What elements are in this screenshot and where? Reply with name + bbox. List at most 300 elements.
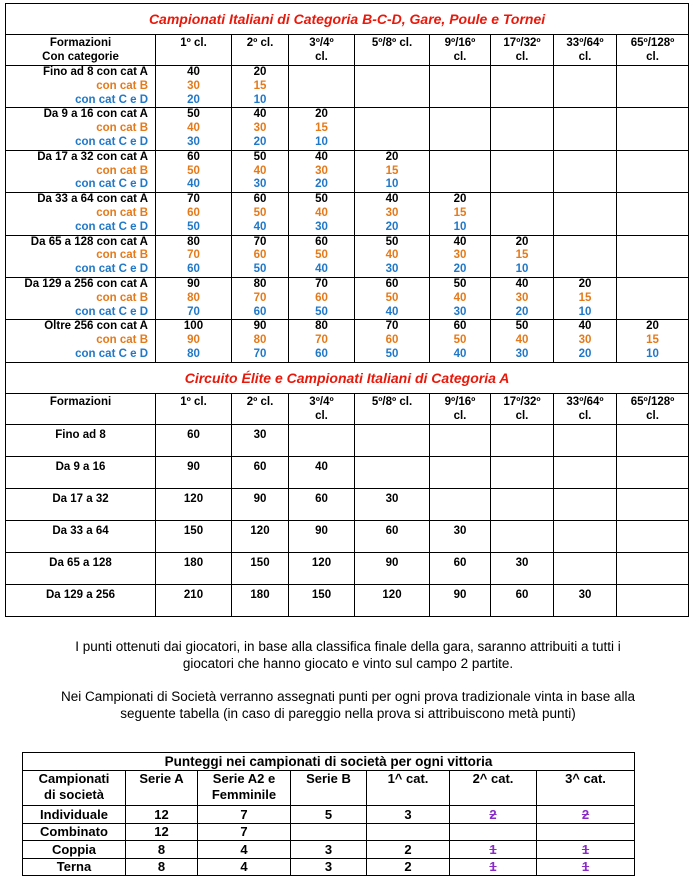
- table1-cell: [232, 320, 289, 362]
- cell-value: 70: [253, 347, 267, 360]
- table2-row: [6, 457, 689, 489]
- cell-value: 1: [581, 859, 590, 875]
- cell-value: 40: [453, 347, 467, 360]
- table3-row-label: Combinato: [23, 823, 126, 841]
- table1-cell: [617, 235, 689, 277]
- paragraph2-line: seguente tabella (in caso di pareggio nella prova si attribuiscono metà punti): [120, 706, 576, 721]
- table2-cell: 60: [355, 521, 430, 553]
- table1-cell: [617, 193, 689, 235]
- cell-value: 40: [385, 305, 399, 318]
- table2-row: [6, 585, 689, 617]
- cell-value: 40: [315, 150, 328, 163]
- table1-cell: [156, 108, 232, 150]
- cell-value: 40: [515, 277, 529, 290]
- header-text: 1º cl.: [180, 396, 207, 408]
- cell-value: 20: [646, 320, 659, 333]
- table2-cell: 30: [491, 553, 554, 585]
- cell-value: 70: [253, 235, 267, 248]
- cell-value: 10: [315, 135, 328, 148]
- cell-value: 7: [240, 806, 248, 822]
- cell-value: 60: [187, 150, 200, 163]
- cell-value: 40: [187, 122, 200, 135]
- cell-value: 15: [646, 334, 659, 347]
- header-text: 17º/32º: [503, 37, 541, 49]
- cell-value: 60: [385, 334, 399, 347]
- table1-cell: [617, 66, 689, 108]
- cell-value: 10: [578, 305, 592, 318]
- table1-cell: [156, 277, 232, 319]
- table3-row-label: Individuale: [23, 806, 126, 824]
- table2-cell: [554, 553, 617, 585]
- cell-value: 60: [253, 249, 267, 262]
- cell-value: 20: [578, 347, 592, 360]
- table3-cell: [450, 823, 537, 841]
- header-text: 65º/128º: [630, 37, 675, 49]
- header-text: Campionati: [38, 771, 110, 786]
- cell-value: 5: [324, 806, 333, 822]
- table1-cell: [554, 108, 617, 150]
- header-text: cl.: [578, 409, 592, 422]
- table2-cell: 150: [289, 585, 355, 617]
- table1-cell: [430, 277, 491, 319]
- table2-header-col: [617, 394, 689, 425]
- table-categorie-bcd: [5, 3, 689, 363]
- header-text: 5º/8º cl.: [371, 396, 413, 408]
- cell-value: 12: [154, 806, 169, 822]
- cell-value: 50: [385, 235, 399, 248]
- table3-cell: [126, 841, 198, 859]
- table1-cell: [491, 320, 554, 362]
- table1-cell: [430, 66, 491, 108]
- table3-header-col: [367, 771, 450, 806]
- cell-value: 80: [253, 334, 267, 347]
- table3-cell: [291, 858, 367, 876]
- table2-header-col: [491, 394, 554, 425]
- table2-cell: 120: [289, 553, 355, 585]
- cell-value: 30: [187, 135, 200, 148]
- cell-value: 90: [253, 320, 267, 333]
- header-text: cl.: [453, 50, 467, 63]
- table2-cell: [554, 425, 617, 457]
- table1-header-col: [289, 35, 355, 66]
- table2-cell: 60: [430, 553, 491, 585]
- row-label-line: Da 129 a 256 con cat A: [24, 277, 148, 290]
- cell-value: 40: [253, 108, 267, 121]
- table1-row-label: [6, 193, 156, 235]
- table1-cell: [554, 150, 617, 192]
- table2-cell: [554, 521, 617, 553]
- cell-value: 70: [315, 334, 328, 347]
- table1-cell: [156, 150, 232, 192]
- row-label-line: Fino ad 8 con cat A: [42, 66, 148, 78]
- cell-value: 40: [385, 193, 399, 206]
- table1-cell: [617, 277, 689, 319]
- cell-value: 70: [385, 320, 399, 333]
- cell-value: 20: [385, 150, 399, 163]
- table3-cell: [537, 858, 635, 876]
- table2-cell: 30: [355, 489, 430, 521]
- table2-cell: 90: [289, 521, 355, 553]
- table2-cell: [491, 521, 554, 553]
- table1-cell: [355, 193, 430, 235]
- cell-value: 15: [385, 164, 399, 177]
- table3-title: Punteggi nei campionati di società per ogni vittoria: [23, 753, 635, 771]
- table3-cell: [198, 823, 291, 841]
- table3-cell: [450, 841, 537, 859]
- table1-cell: [491, 277, 554, 319]
- table2-cell: [617, 457, 689, 489]
- table3-cell: [291, 841, 367, 859]
- cell-value: 50: [253, 206, 267, 219]
- table1-row-label: [6, 277, 156, 319]
- cell-value: 15: [453, 206, 467, 219]
- header-text: Serie B: [306, 771, 351, 786]
- cell-value: 30: [515, 347, 529, 360]
- table1-row: [6, 235, 689, 277]
- table3-cell: [367, 841, 450, 859]
- table-elite-categoria-a: [5, 362, 689, 617]
- table2-cell: 150: [232, 553, 289, 585]
- header-text: 9º/16º: [444, 37, 476, 49]
- cell-value: 50: [453, 334, 467, 347]
- cell-value: 30: [315, 164, 328, 177]
- table2-cell: 60: [156, 425, 232, 457]
- table1-cell: [491, 66, 554, 108]
- table1-cell: [554, 277, 617, 319]
- table3-cell: [537, 841, 635, 859]
- header-text: 9º/16º: [444, 396, 476, 408]
- table2-cell: [430, 425, 491, 457]
- row-label-line: con cat B: [96, 249, 148, 262]
- table2-row-label: Da 9 a 16: [6, 457, 156, 489]
- paragraph-campionati-societa: [10, 688, 686, 722]
- table1-header-row: [6, 35, 689, 66]
- table2-cell: [491, 457, 554, 489]
- table-punteggi-societa: [22, 752, 635, 876]
- table3-cell: [537, 823, 635, 841]
- cell-value: 50: [515, 320, 529, 333]
- table1-cell: [430, 108, 491, 150]
- cell-value: 80: [315, 320, 328, 333]
- cell-value: 20: [315, 178, 328, 191]
- cell-value: 60: [315, 235, 328, 248]
- table3-cell: [537, 806, 635, 824]
- cell-value: 60: [453, 320, 467, 333]
- table2-cell: [617, 489, 689, 521]
- table3-row-label: Terna: [23, 858, 126, 876]
- table1-cell: [289, 277, 355, 319]
- header-text: cl.: [315, 50, 328, 63]
- cell-value: 30: [453, 249, 467, 262]
- cell-value: 90: [187, 334, 200, 347]
- row-label-line: con cat C e D: [75, 305, 148, 318]
- row-label-line: con cat C e D: [75, 178, 148, 191]
- cell-value: 15: [515, 249, 529, 262]
- header-text: 17º/32º: [503, 396, 541, 408]
- table2-row: [6, 521, 689, 553]
- table3-cell: [126, 806, 198, 824]
- cell-value: 4: [240, 841, 248, 857]
- table2-cell: 30: [232, 425, 289, 457]
- table1-cell: [355, 108, 430, 150]
- cell-value: 12: [154, 824, 169, 840]
- cell-value: 50: [253, 263, 267, 276]
- cell-value: 40: [453, 235, 467, 248]
- table1-cell: [355, 320, 430, 362]
- header-text: 33º/64º: [566, 37, 604, 49]
- table3-header-col: [537, 771, 635, 806]
- cell-value: 50: [253, 150, 267, 163]
- table2-cell: 60: [232, 457, 289, 489]
- table2-cell: 90: [430, 585, 491, 617]
- table1-cell: [232, 108, 289, 150]
- header-text: cl.: [646, 409, 659, 422]
- table2-row: [6, 425, 689, 457]
- table1-cell: [289, 320, 355, 362]
- header-text: Con categorie: [42, 50, 119, 63]
- cell-value: 10: [515, 263, 529, 276]
- cell-value: 3: [324, 859, 333, 875]
- header-text: 1º cl.: [180, 37, 207, 49]
- cell-value: 2: [489, 806, 497, 822]
- table2-cell: [617, 425, 689, 457]
- row-label-line: Oltre 256 con cat A: [44, 320, 148, 333]
- table3-cell: [367, 806, 450, 824]
- cell-value: 80: [187, 347, 200, 360]
- cell-value: 70: [187, 305, 200, 318]
- cell-value: 30: [515, 291, 529, 304]
- table1-row: [6, 277, 689, 319]
- table3-row: [23, 823, 635, 841]
- table1-row-label: [6, 66, 156, 108]
- header-text: 3º/4º: [309, 37, 334, 49]
- table1-cell: [554, 320, 617, 362]
- cell-value: 20: [187, 93, 200, 106]
- table2-cell: [554, 489, 617, 521]
- table1-header-col: [156, 35, 232, 66]
- table2-cell: [430, 457, 491, 489]
- table1-row-label: [6, 320, 156, 362]
- table3-row: [23, 841, 635, 859]
- table1-cell: [355, 150, 430, 192]
- row-label-line: con cat C e D: [75, 347, 148, 360]
- table3-header-col: [291, 771, 367, 806]
- cell-value: 50: [187, 220, 200, 233]
- table3-cell: [126, 823, 198, 841]
- cell-value: 2: [581, 806, 590, 822]
- cell-value: 60: [385, 277, 399, 290]
- table1-header-col: [554, 35, 617, 66]
- cell-value: 20: [578, 277, 592, 290]
- table1-row: [6, 108, 689, 150]
- cell-value: 20: [453, 193, 467, 206]
- header-text: 2º cl.: [246, 396, 274, 408]
- cell-value: 10: [385, 178, 399, 191]
- table1-row: [6, 150, 689, 192]
- table1-cell: [156, 193, 232, 235]
- table3-cell: [198, 841, 291, 859]
- cell-value: 15: [253, 79, 267, 92]
- table1-cell: [156, 66, 232, 108]
- table1-header-col: [232, 35, 289, 66]
- cell-value: 40: [187, 66, 200, 78]
- table2-cell: 180: [232, 585, 289, 617]
- row-label-line: con cat B: [96, 164, 148, 177]
- table2-cell: [554, 457, 617, 489]
- table3-header-col: [198, 771, 291, 806]
- header-text: 2^ cat.: [472, 771, 514, 786]
- row-label-line: con cat B: [96, 79, 148, 92]
- cell-value: 40: [515, 334, 529, 347]
- table3-cell: [126, 858, 198, 876]
- header-text: cl.: [578, 50, 592, 63]
- cell-value: 70: [187, 193, 200, 206]
- table1-header-col: [430, 35, 491, 66]
- table2-row-label: Da 17 a 32: [6, 489, 156, 521]
- paragraph1-line: giocatori che hanno giocato e vinto sul campo 2 partite.: [182, 656, 514, 671]
- cell-value: 60: [253, 193, 267, 206]
- table2-row-label: Da 65 a 128: [6, 553, 156, 585]
- table2-cell: [617, 521, 689, 553]
- cell-value: 20: [253, 135, 267, 148]
- header-text: di società: [44, 787, 104, 802]
- table1-cell: [554, 193, 617, 235]
- cell-value: 70: [253, 291, 267, 304]
- cell-value: 40: [253, 164, 267, 177]
- cell-value: 40: [315, 206, 328, 219]
- table1-cell: [554, 66, 617, 108]
- cell-value: 60: [315, 291, 328, 304]
- row-label-line: con cat C e D: [75, 93, 148, 106]
- row-label-line: con cat C e D: [75, 135, 148, 148]
- table2-header-col: [554, 394, 617, 425]
- cell-value: 30: [253, 178, 267, 191]
- cell-value: 20: [315, 108, 328, 121]
- cell-value: 2: [404, 859, 412, 875]
- table2-row-label: Fino ad 8: [6, 425, 156, 457]
- row-label-line: Da 17 a 32 con cat A: [37, 150, 148, 163]
- header-text: Formazioni: [49, 37, 112, 49]
- table2-cell: [355, 425, 430, 457]
- table2-header-col: [232, 394, 289, 425]
- header-text: 2º cl.: [246, 37, 274, 49]
- table1-header-col: [491, 35, 554, 66]
- cell-value: 3: [324, 841, 333, 857]
- table2-header-col: [430, 394, 491, 425]
- table2-header-formazioni: Formazioni: [6, 394, 156, 425]
- cell-value: 90: [187, 277, 200, 290]
- cell-value: 30: [385, 263, 399, 276]
- header-text: 5º/8º cl.: [371, 37, 413, 49]
- cell-value: 3: [404, 806, 412, 822]
- table1-cell: [355, 235, 430, 277]
- cell-value: 2: [404, 841, 412, 857]
- table1-cell: [491, 235, 554, 277]
- table2-cell: 90: [156, 457, 232, 489]
- table2-title: Circuito Élite e Campionati Italiani di Categoria A: [6, 363, 689, 394]
- table3-row: [23, 806, 635, 824]
- table2-cell: 150: [156, 521, 232, 553]
- table1-cell: [232, 235, 289, 277]
- cell-value: 80: [253, 277, 267, 290]
- table3-cell: [291, 806, 367, 824]
- table3-cell: [198, 806, 291, 824]
- table3-row: [23, 858, 635, 876]
- cell-value: 40: [385, 249, 399, 262]
- table2-cell: 120: [232, 521, 289, 553]
- cell-value: 30: [253, 122, 267, 135]
- cell-value: 10: [646, 347, 659, 360]
- table2-cell: [430, 489, 491, 521]
- table1-header-col: [355, 35, 430, 66]
- row-label-line: Da 9 a 16 con cat A: [43, 108, 148, 121]
- row-label-line: con cat B: [96, 206, 148, 219]
- row-label-line: con cat B: [96, 291, 148, 304]
- cell-value: 20: [515, 235, 529, 248]
- cell-value: 20: [253, 66, 267, 78]
- header-text: 3º/4º: [309, 396, 334, 408]
- cell-value: 60: [187, 206, 200, 219]
- paragraph-punti-giocatori: [10, 638, 686, 672]
- row-label-line: Da 65 a 128 con cat A: [30, 235, 148, 248]
- table1-cell: [430, 235, 491, 277]
- cell-value: 10: [253, 93, 267, 106]
- table2-header-col: [156, 394, 232, 425]
- table2-cell: 120: [156, 489, 232, 521]
- cell-value: 60: [187, 263, 200, 276]
- table1-cell: [232, 193, 289, 235]
- cell-value: 20: [515, 305, 529, 318]
- table2-cell: 90: [232, 489, 289, 521]
- header-text: cl.: [453, 409, 467, 422]
- table2-cell: [617, 585, 689, 617]
- cell-value: 50: [187, 108, 200, 121]
- table1-title: Campionati Italiani di Categoria B-C-D, Gare, Poule e Tornei: [6, 4, 689, 35]
- cell-value: 50: [385, 347, 399, 360]
- table3-cell: [450, 858, 537, 876]
- cell-value: 20: [453, 263, 467, 276]
- cell-value: 30: [385, 206, 399, 219]
- table1-cell: [617, 150, 689, 192]
- cell-value: 70: [315, 277, 328, 290]
- header-text: Serie A: [139, 771, 184, 786]
- table1-cell: [617, 108, 689, 150]
- table1-cell: [156, 235, 232, 277]
- paragraph1-line: I punti ottenuti dai giocatori, in base alla classifica finale della gara, saranno attribuiti a tutti i: [75, 639, 621, 654]
- cell-value: 40: [453, 291, 467, 304]
- cell-value: 50: [453, 277, 467, 290]
- table3-header-col: [23, 771, 126, 806]
- table2-cell: 30: [430, 521, 491, 553]
- header-text: 65º/128º: [630, 396, 675, 408]
- table2-row: [6, 489, 689, 521]
- table1-cell: [289, 150, 355, 192]
- cell-value: 100: [183, 320, 204, 333]
- header-text: cl.: [515, 409, 529, 422]
- table1-row: [6, 193, 689, 235]
- table1-cell: [232, 66, 289, 108]
- table3-header-row: [23, 771, 635, 806]
- cell-value: 50: [187, 164, 200, 177]
- cell-value: 40: [253, 220, 267, 233]
- row-label-line: con cat B: [96, 334, 148, 347]
- table1-cell: [355, 66, 430, 108]
- cell-value: 1: [489, 859, 497, 875]
- cell-value: 80: [187, 235, 200, 248]
- table2-header-row: [6, 394, 689, 425]
- table2-cell: 180: [156, 553, 232, 585]
- cell-value: 40: [315, 263, 328, 276]
